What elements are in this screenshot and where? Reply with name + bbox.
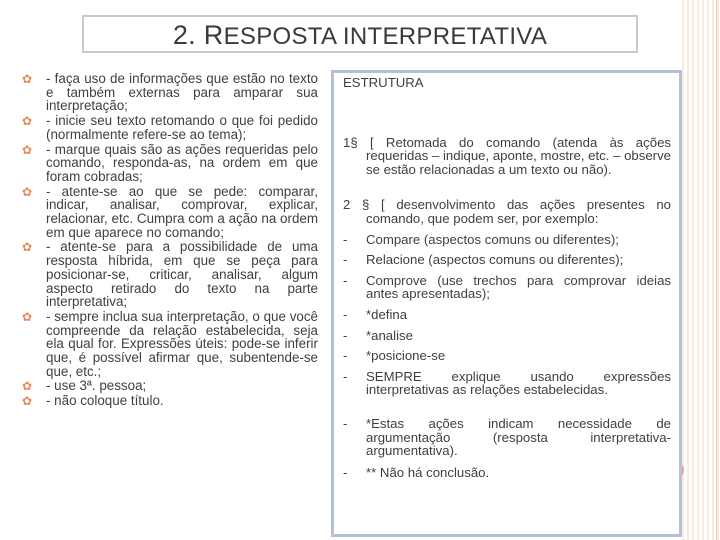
decorative-line [716, 0, 717, 540]
title-lead: 2. R [172, 20, 224, 50]
structure-heading: ESTRUTURA [343, 75, 424, 90]
list-item [22, 72, 318, 113]
list-item [343, 329, 671, 343]
list-item [343, 274, 671, 301]
dash-marker: - [343, 464, 348, 480]
list-item [343, 349, 671, 363]
list-item-text: Comprove (use trechos para comprovar ideias antes apresentadas); [366, 272, 671, 302]
page-title [0, 20, 720, 51]
flower-bullet-icon: ✿ [22, 379, 33, 394]
flower-bullet-icon: ✿ [22, 240, 33, 255]
list-item [343, 308, 671, 322]
flower-bullet-icon: ✿ [22, 142, 33, 157]
list-item [343, 233, 671, 247]
list-item [22, 240, 318, 309]
list-item [343, 417, 671, 458]
dash-marker: - [343, 368, 348, 384]
list-item-text: - sempre inclua sua interpretação, o que você compreende da relação estabelecida, seja ela qual for. Expressões úteis: pode-se inferir que, é possível afirmar que, subentende-se que, etc.; [46, 308, 318, 379]
list-item [343, 370, 671, 397]
list-item-text: - marque quais são as ações requeridas pelo comando, responda-as, na ordem em que foram cobradas; [46, 141, 318, 184]
flower-bullet-icon: ✿ [22, 72, 33, 86]
list-item-text: ** Não há conclusão. [366, 464, 490, 480]
list-item-text: Relacione (aspectos comuns ou diferentes); [366, 252, 624, 268]
dash-marker: - [343, 231, 348, 247]
section-2-text: 2 § [ desenvolvimento das ações presentes no comando, que podem ser, por exemplo: [343, 197, 671, 226]
list-item [343, 253, 671, 267]
dash-marker: - [343, 415, 348, 431]
flower-bullet-icon: ✿ [22, 394, 33, 409]
flower-bullet-icon: ✿ [22, 309, 33, 324]
list-item [343, 466, 671, 480]
structure-panel [343, 74, 671, 479]
section-1-text: 1§ [ Retomada do comando (atenda às ações requeridas – indique, aponte, mostre, etc. – observe se estão relacionadas a um texto ou não). [343, 134, 671, 177]
list-item-text: - atente-se ao que se pede: comparar, indicar, analisar, comprovar, explicar, relacionar, etc. Cumpra com a ação na ordem em que aparece no comando; [46, 183, 318, 240]
flower-bullet-icon: ✿ [22, 184, 33, 199]
flower-bullet-icon: ✿ [22, 114, 33, 129]
dash-marker: - [343, 272, 348, 288]
list-item-text: *posicione-se [366, 348, 446, 364]
list-item [22, 310, 318, 379]
list-item-text: - inicie seu texto retomando o que foi pedido (normalmente refere-se ao tema); [46, 113, 318, 142]
list-item [22, 143, 318, 184]
list-item-text: Compare (aspectos comuns ou diferentes); [366, 231, 619, 247]
dash-marker: - [343, 252, 348, 268]
list-item-text: - não coloque título. [46, 393, 164, 409]
list-item-text: - faça uso de informações que estão no texto e também externas para amparar sua interpretação; [46, 71, 318, 114]
decorative-stripe [682, 0, 720, 540]
list-item-text: SEMPRE explique usando expressões interpretativas as relações estabelecidas. [366, 368, 671, 398]
dash-marker: - [343, 348, 348, 364]
dash-marker: - [343, 306, 348, 322]
list-item-text: - use 3ª. pessoa; [46, 378, 147, 394]
list-item-text: *analise [366, 327, 413, 343]
list-item [22, 114, 318, 141]
list-item-text: *defina [366, 306, 408, 322]
title-rest: ESPOSTA INTERPRETATIVA [223, 23, 548, 50]
list-item [22, 185, 318, 240]
list-item [22, 394, 318, 408]
list-item [22, 379, 318, 393]
list-item-text: *Estas ações indicam necessidade de argumentação (resposta interpretativa-argumentativa). [366, 415, 671, 459]
list-item-text: - atente-se para a possibilidade de uma resposta híbrida, em que se peça para posicionar-se, criticar, analisar, algum aspecto retirado do texto na parte interpretativa; [46, 239, 318, 310]
dash-marker: - [343, 327, 348, 343]
tips-list [22, 72, 318, 409]
